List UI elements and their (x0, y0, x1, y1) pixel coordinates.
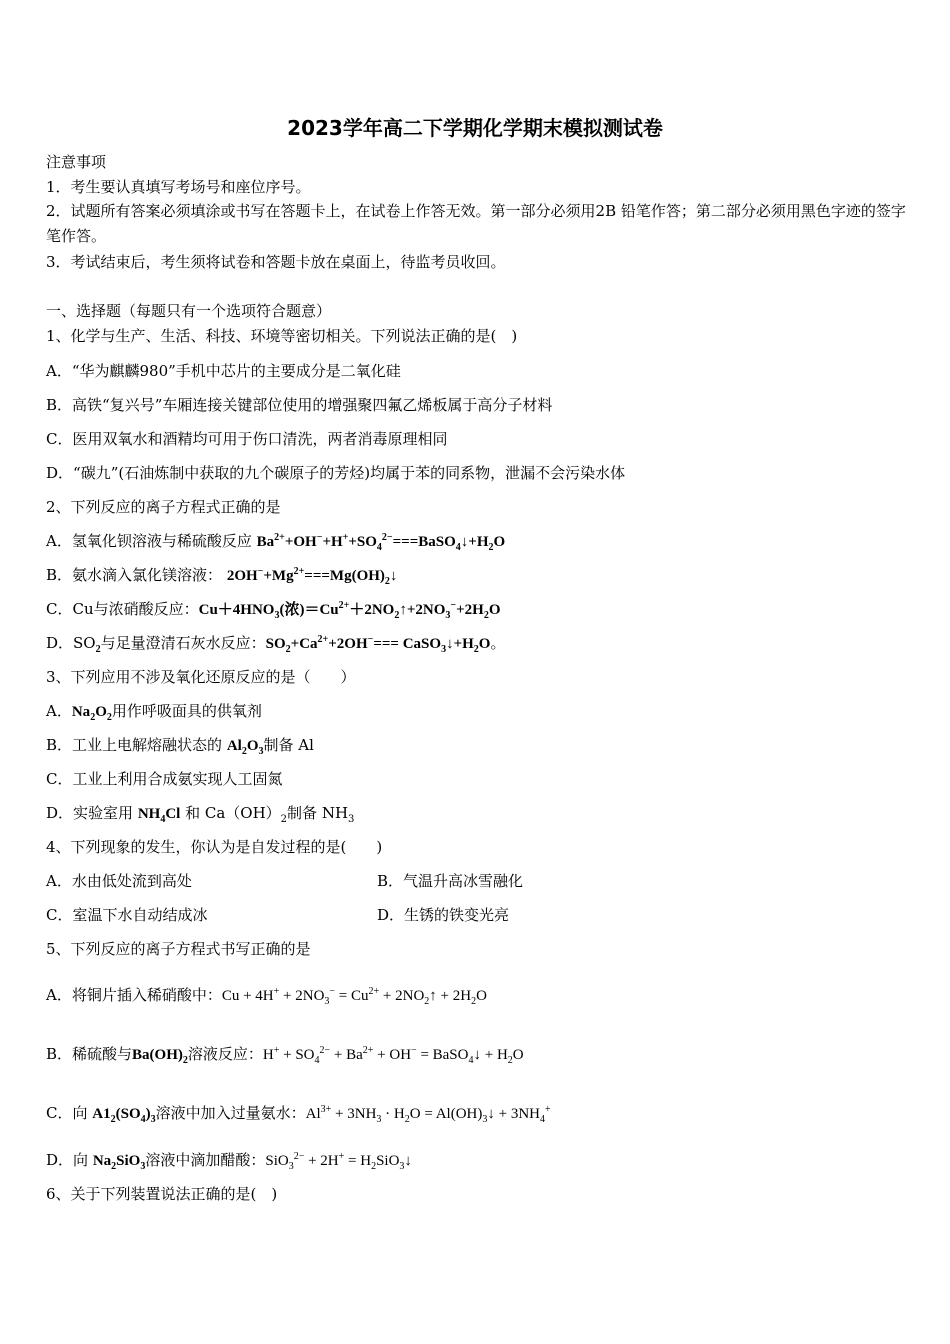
q5-option-b: B．稀硫酸与$Ba(OH)_2$溶液反应：$H^+ + SO_4^{2-} + Ba^{2+} + OH^-$ = BaSO$_4$↓ + $H_2O$ (46, 1045, 524, 1066)
q4-option-b: B．气温升高冰雪融化 (377, 872, 524, 890)
q2-option-c: C．Cu与浓硝酸反应：$Cu+4HNO_3$(浓)$=Cu^{2+}+2NO_2↑+2NO_3^-+2H_2O$ (46, 600, 501, 621)
q3-option-c: C．工业上利用合成氨实现人工固氮 (46, 770, 283, 788)
q1-stem: 1、化学与生产、生活、科技、环境等密切相关。下列说法正确的是( ) (46, 327, 518, 345)
q1-option-a: A．“华为麒麟980”手机中芯片的主要成分是二氧化硅 (46, 362, 401, 380)
q5-stem: 5、下列反应的离子方程式书写正确的是 (46, 940, 311, 958)
q3-stem: 3、下列应用不涉及氧化还原反应的是（ ） (46, 668, 356, 686)
q2-option-a: A．氢氧化钡溶液与稀硫酸反应 $Ba^{2+}+OH^-+H^++SO_4^{2-}===BaSO_4↓+H_2O$ (46, 532, 506, 553)
q6-stem: 6、关于下列装置说法正确的是( ) (46, 1185, 278, 1203)
notice-item-1: 1．考生要认真填写考场号和座位序号。 (46, 178, 311, 196)
q3-option-d: D．实验室用 $NH_4Cl$ 和 $Ca(OH)_2$制备 $NH_3$ (46, 804, 355, 825)
notice-item-3: 3．考试结束后，考生须将试卷和答题卡放在桌面上，待监考员收回。 (46, 253, 506, 271)
q3-option-a: A．$Na_2O_2$用作呼吸面具的供氧剂 (46, 702, 262, 723)
q5-option-c: C．向 $A1_2(SO_4)_3$溶液中加入过量氨水：$Al^{3+} + 3NH_3 \cdot H_2O$ = $Al(OH)_3↓ + 3NH_4^+$ (46, 1104, 551, 1125)
q1-option-c: C．医用双氧水和酒精均可用于伤口清洗，两者消毒原理相同 (46, 430, 448, 448)
notice-item-2: 2．试题所有答案必须填涂或书写在答题卡上，在试卷上作答无效。第一部分必须用2B 铅笔作答；第二部分必须用黑色字迹的签字笔作答。 (46, 202, 906, 245)
q2-option-b: B．氨水滴入氯化镁溶液： $2OH^-+Mg^{2+}===Mg(OH)_2↓$ (46, 566, 398, 587)
q2-stem: 2、下列反应的离子方程式正确的是 (46, 498, 281, 516)
q2-option-d: D．$SO_2$与足量澄清石灰水反应：$SO_2+Ca^{2+}+2OH^-===$ $CaSO_3↓+H_2O$。 (46, 634, 506, 655)
q4-option-d: D．生锈的铁变光亮 (377, 906, 510, 924)
q1-option-b: B．高铁“复兴号”车厢连接关键部位使用的增强聚四氟乙烯板属于高分子材料 (46, 396, 553, 414)
section-heading: 一、选择题（每题只有一个选项符合题意） (46, 302, 332, 320)
q3-option-b: B．工业上电解熔融状态的 $Al_2O_3$制备 Al (46, 736, 314, 757)
q1-option-d: D．“碳九”(石油炼制中获取的九个碳原子的芳烃)均属于苯的同系物，泄漏不会污染水体 (46, 464, 626, 482)
q5-option-a: A．将铜片插入稀硝酸中：$Cu + 4H^+ + 2NO_3^- = Cu^{2+}$ + $2NO_2↑ + 2H_2O$ (46, 986, 487, 1007)
notice-heading: 注意事项 (46, 153, 107, 171)
q4-option-a: A．水由低处流到高处 (46, 872, 192, 890)
q5-option-d: D．向 $Na_2SiO_3$溶液中滴加醋酸：$SiO_3^{2-} + 2H^+ = H_2SiO_3↓$ (46, 1151, 412, 1172)
page-title: 2023学年高二下学期化学期末模拟测试卷 (287, 116, 663, 140)
q4-option-c: C．室温下水自动结成冰 (46, 906, 208, 924)
q4-stem: 4、下列现象的发生，你认为是自发过程的是( ) (46, 838, 383, 856)
